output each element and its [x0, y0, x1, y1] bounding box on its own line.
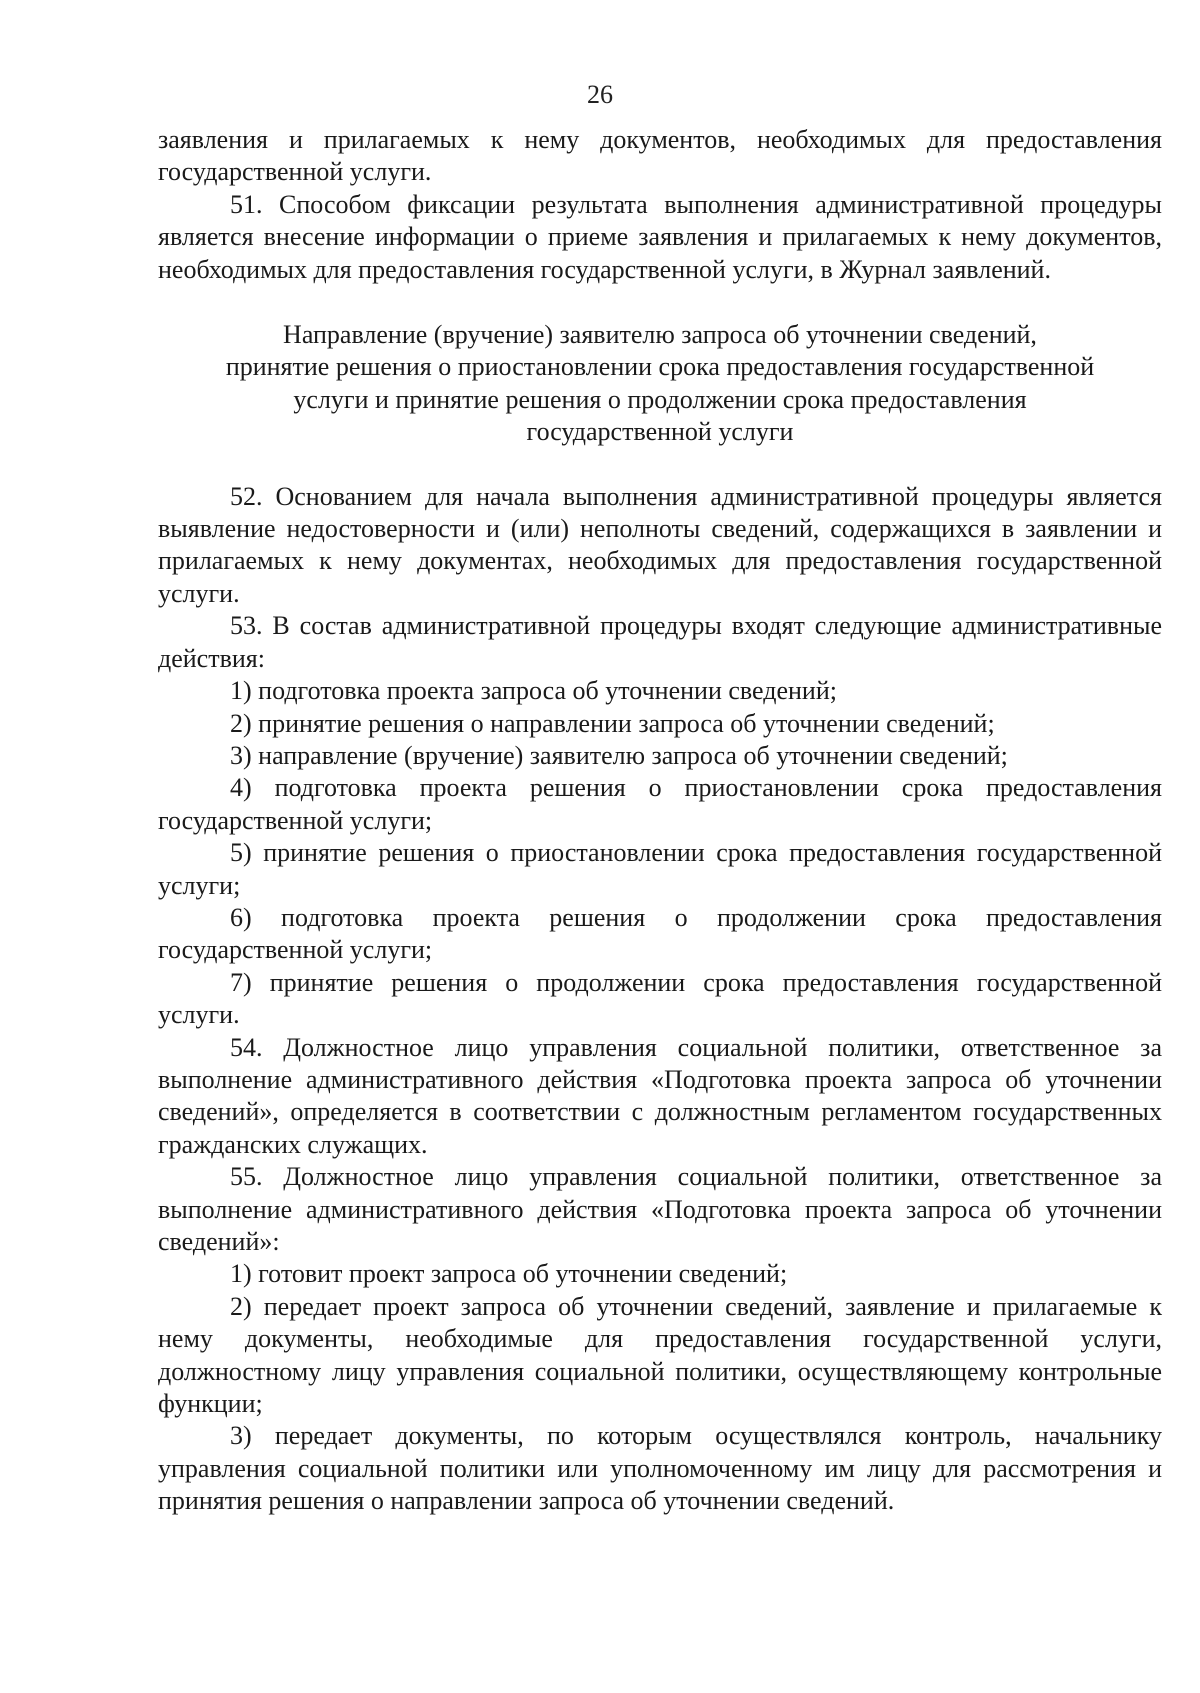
- list-item-53-6: 6) подготовка проекта решения о продолжении срока предоставления государственной услуги;: [158, 902, 1162, 965]
- page-number: 26: [587, 80, 613, 109]
- heading-line: Направление (вручение) заявителю запроса об уточнении сведений,: [283, 320, 1037, 350]
- document-body: [158, 124, 1162, 1518]
- section-heading: [158, 319, 1162, 449]
- heading-line: принятие решения о приостановлении срока предоставления государственной: [225, 352, 1095, 382]
- list-item-53-5: 5) принятие решения о приостановлении срока предоставления государственной услуги;: [158, 838, 1162, 900]
- list-item-53-2: 2) принятие решения о направлении запроса об уточнении сведений;: [230, 708, 995, 738]
- list-item-53-4: 4) подготовка проекта решения о приостановлении срока предоставления государственной услуги;: [158, 773, 1162, 835]
- bottom-paragraphs: [158, 481, 1162, 1518]
- list-item-55-2: 2) передает проект запроса об уточнении сведений, заявление и прилагаемые к нему документы, необходимые для предоставления государственной услуги, должностному лицу управления социальной политики, осуществляющему контрольные функции;: [158, 1291, 1162, 1419]
- paragraph: заявления и прилагаемых к нему документов, необходимых для предоставления государственной услуги.: [158, 125, 1162, 187]
- list-item-55-3: 3) передает документы, по которым осуществлялся контроль, начальнику управления социальной политики или уполномоченному им лицу для рассмотрения и принятия решения о направлении запроса об уточнении сведений.: [158, 1421, 1162, 1516]
- heading-line: государственной услуги: [526, 417, 794, 447]
- list-item-53-3: 3) направление (вручение) заявителю запроса об уточнении сведений;: [230, 740, 1008, 770]
- paragraph-51: 51. Способом фиксации результата выполнения административной процедуры является внесение информации о приеме заявления и прилагаемых к нему документов, необходимых для предоставления государственной услуги, в Журнал заявлений.: [158, 189, 1162, 284]
- paragraph-54: 54. Должностное лицо управления социальной политики, ответственное за выполнение административного действия «Подготовка проекта запроса об уточнении сведений», определяется в соответствии с должностным регламентом государственных гражданских служащих.: [158, 1032, 1162, 1159]
- heading-line: услуги и принятие решения о продолжении срока предоставления: [293, 384, 1027, 414]
- list-item-55-1: 1) готовит проект запроса об уточнении сведений;: [230, 1259, 788, 1289]
- list-item-53-1: 1) подготовка проекта запроса об уточнении сведений;: [230, 676, 837, 706]
- paragraph-55: 55. Должностное лицо управления социальной политики, ответственное за выполнение административного действия «Подготовка проекта запроса об уточнении сведений»:: [158, 1162, 1162, 1256]
- paragraph-52: 52. Основанием для начала выполнения административной процедуры является выявление недостоверности и (или) неполноты сведений, содержащихся в заявлении и прилагаемых к нему документах, необходимых для предоставления государственной услуги.: [158, 481, 1162, 608]
- list-item-53-7: 7) принятие решения о продолжении срока предоставления государственной услуги.: [158, 967, 1162, 1030]
- top-paragraphs: [158, 124, 1162, 286]
- paragraph-53: 53. В состав административной процедуры входят следующие административные действия:: [158, 611, 1162, 673]
